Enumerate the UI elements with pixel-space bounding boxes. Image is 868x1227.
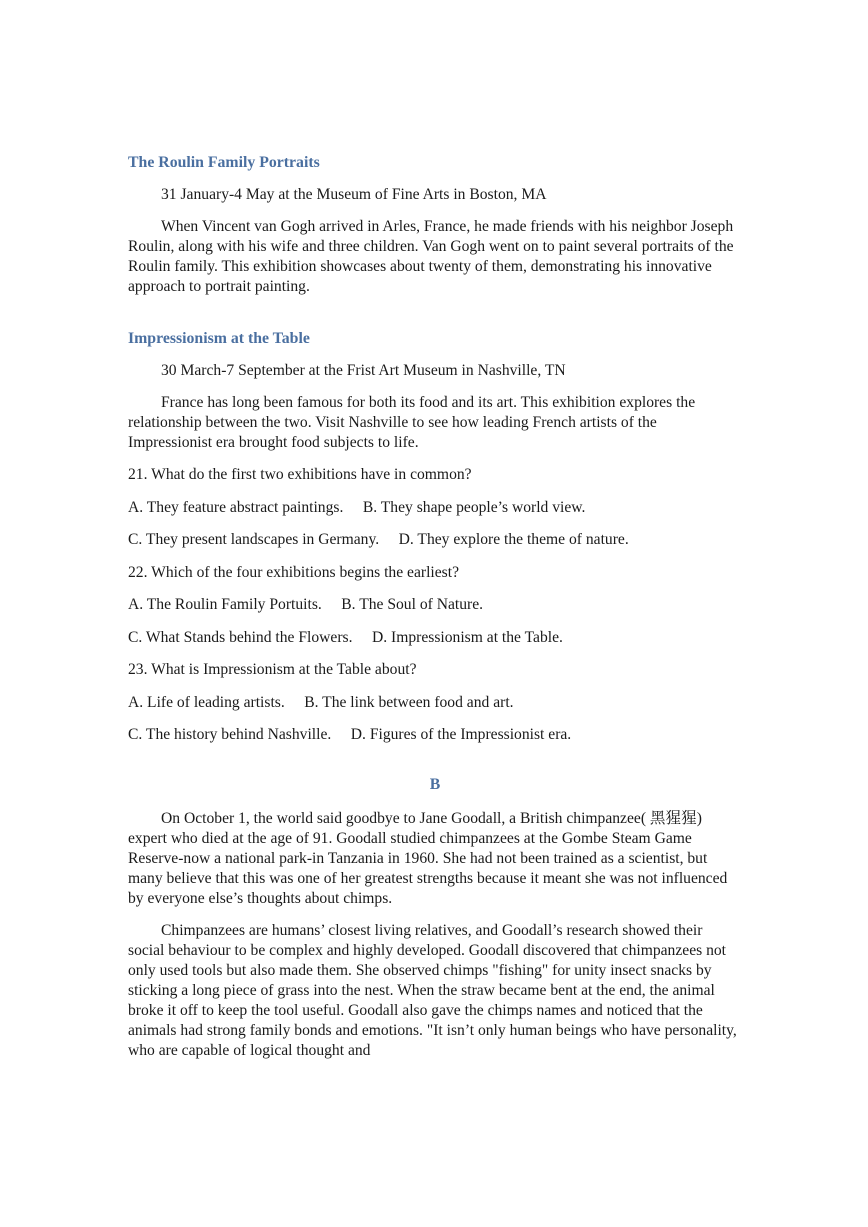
exhibition-description-roulin: When Vincent van Gogh arrived in Arles, France, he made friends with his neighbor Joseph Roulin, along with his wife and three children. Van Gogh went on to paint several portraits of the Roulin family. This exhibition showcases about twenty of them, demonstrating his innovative approach to portrait painting. — [128, 218, 734, 295]
section-b-paragraph-1: On October 1, the world said goodbye to Jane Goodall, a British chimpanzee( 黑猩猩) expert who died at the age of 91. Goodall studied chimpanzees at the Gombe Steam Game Reserve-now a national park-in Tanzania in 1960. She had not been trained as a scientist, but many believe that this was one of her greatest strengths because it meant she was not influenced by everyone else’s thoughts about chimps. — [128, 810, 728, 907]
document-content — [128, 153, 742, 1073]
question-21-stem: 21. What do the first two exhibitions have in common? — [128, 466, 472, 483]
question-23-options-ab: A. Life of leading artists. B. The link between food and art. — [128, 693, 514, 711]
section-b-label: B — [429, 776, 441, 793]
question-23-stem: 23. What is Impressionism at the Table about? — [128, 661, 417, 678]
question-21-options-cd: C. They present landscapes in Germany. D. They explore the theme of nature. — [128, 531, 629, 548]
exhibition-title-impressionism: Impressionism at the Table — [128, 330, 310, 347]
section-b-paragraph-2: Chimpanzees are humans’ closest living relatives, and Goodall’s research showed their social behaviour to be complex and highly developed. Goodall discovered that chimpanzees not only used tools but also made them. She observed chimps "fishing" for unity insect snacks by sticking a long piece of grass into the nest. When the straw became bent at the end, the animal broke it off to keep the tool useful. Goodall also gave the chimps names and noticed that the animals had strong family bonds and emotions. "It isn’t only human beings who have personality, who are capable of logical thought and — [128, 922, 737, 1059]
exhibition-date-roulin: 31 January-4 May at the Museum of Fine Arts in Boston, MA — [161, 186, 547, 203]
section-spacer — [128, 309, 742, 329]
question-22-options-ab: A. The Roulin Family Portuits. B. The Soul of Nature. — [128, 596, 484, 613]
exhibition-date-impressionism: 30 March-7 September at the Frist Art Museum in Nashville, TN — [161, 362, 566, 379]
question-22-stem: 22. Which of the four exhibitions begins the earliest? — [128, 563, 459, 581]
exhibition-title-roulin: The Roulin Family Portraits — [128, 154, 320, 171]
question-23-options-cd: C. The history behind Nashville. D. Figures of the Impressionist era. — [128, 726, 572, 743]
exhibition-description-impressionism: France has long been famous for both its food and its art. This exhibition explores the relationship between the two. Visit Nashville to see how leading French artists of the Impressionist era brought food subjects to life. — [128, 394, 696, 451]
question-22-options-cd: C. What Stands behind the Flowers. D. Impressionism at the Table. — [128, 628, 563, 646]
question-21-options-ab: A. They feature abstract paintings. B. They shape people’s world view. — [128, 498, 586, 516]
